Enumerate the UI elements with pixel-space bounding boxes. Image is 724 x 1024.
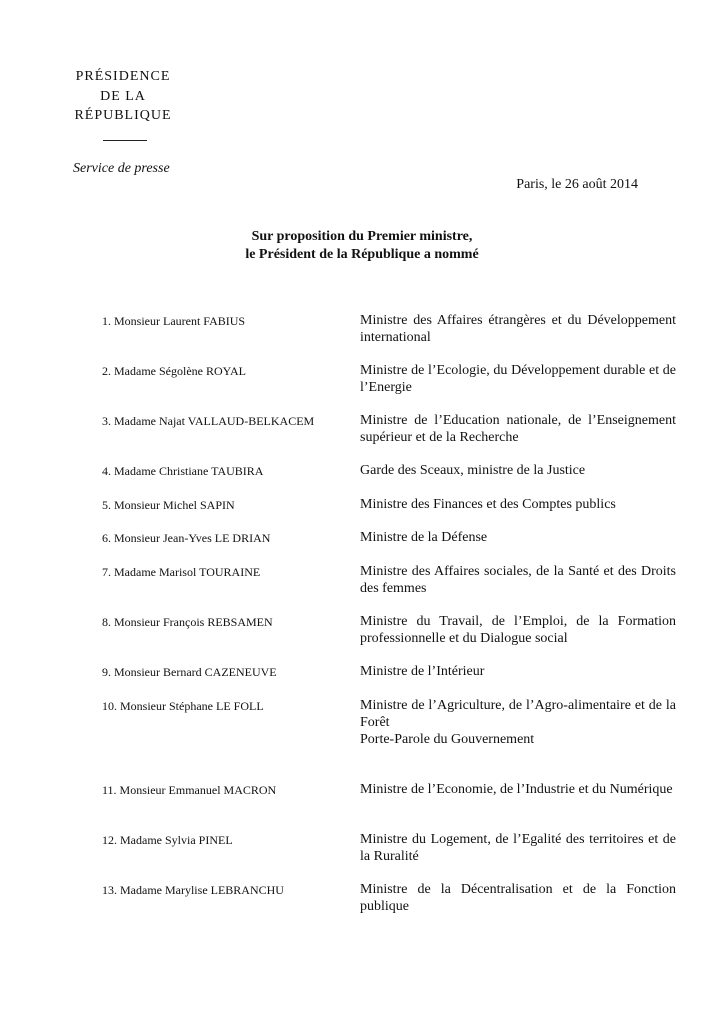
list-item — [102, 412, 676, 462]
letterhead-line-1: PRÉSIDENCE — [75, 69, 171, 84]
letterhead — [58, 67, 188, 126]
list-item — [102, 881, 676, 921]
list-item — [102, 496, 676, 529]
appointee-additional-role: Porte-Parole du Gouvernement — [360, 732, 535, 747]
appointee-role: Ministre du Logement, de l’Egalité des territoires et de la Ruralité — [360, 832, 676, 864]
appointee-name: 7. Madame Marisol TOURAINE — [102, 565, 261, 579]
list-item — [102, 362, 676, 412]
list-item — [102, 697, 676, 781]
appointee-name: 5. Monsieur Michel SAPIN — [102, 498, 235, 512]
appointee-role: Ministre de la Défense — [360, 530, 488, 545]
letterhead-line-2: DE LA — [100, 88, 146, 104]
list-item — [102, 663, 676, 697]
document-date: Paris, le 26 août 2014 — [516, 177, 638, 192]
appointee-role: Ministre de l’Education nationale, de l’Enseignement supérieur et de la Recherche — [360, 413, 676, 445]
appointee-name: 13. Madame Marylise LEBRANCHU — [102, 883, 284, 897]
appointee-name: 4. Madame Christiane TAUBIRA — [102, 464, 264, 478]
list-item — [102, 563, 676, 613]
appointee-name: 8. Monsieur François REBSAMEN — [102, 615, 273, 629]
list-item — [102, 613, 676, 663]
appointee-role: Ministre des Affaires sociales, de la Santé et des Droits des femmes — [360, 564, 676, 596]
appointee-role: Ministre de l’Agriculture, de l’Agro-alimentaire et de la Forêt — [360, 698, 676, 730]
appointee-role: Ministre de l’Intérieur — [360, 664, 485, 679]
appointee-role: Ministre de l’Ecologie, du Développement durable et de l’Energie — [360, 363, 676, 395]
appointee-name: 1. Monsieur Laurent FABIUS — [102, 314, 246, 328]
list-item — [102, 462, 676, 496]
list-item — [102, 529, 676, 563]
document-title — [130, 228, 594, 264]
letterhead-line-3: RÉPUBLIQUE — [74, 108, 172, 123]
title-line-1: Sur proposition du Premier ministre, — [251, 229, 473, 244]
appointee-name: 12. Madame Sylvia PINEL — [102, 833, 233, 847]
appointee-name: 3. Madame Najat VALLAUD-BELKACEM — [102, 414, 315, 428]
list-item — [102, 312, 676, 362]
appointee-role-group — [360, 697, 676, 781]
list-item — [102, 781, 676, 831]
title-line-2: le Président de la République a nommé — [245, 247, 479, 262]
appointee-role: Garde des Sceaux, ministre de la Justice — [360, 463, 586, 478]
appointments-list — [102, 312, 676, 921]
appointee-role: Ministre des Affaires étrangères et du Développement international — [360, 313, 676, 345]
appointee-name: 2. Madame Ségolène ROYAL — [102, 364, 246, 378]
appointee-role: Ministre de l’Economie, de l’Industrie et du Numérique — [360, 782, 673, 797]
letterhead-divider — [103, 140, 147, 141]
appointee-role: Ministre du Travail, de l’Emploi, de la Formation professionnelle et du Dialogue social — [360, 614, 676, 646]
appointee-name: 10. Monsieur Stéphane LE FOLL — [102, 699, 264, 713]
appointee-name: 11. Monsieur Emmanuel MACRON — [102, 783, 277, 797]
appointee-name: 6. Monsieur Jean-Yves LE DRIAN — [102, 531, 271, 545]
press-service-label: Service de presse — [73, 161, 170, 176]
appointee-role: Ministre de la Décentralisation et de la Fonction publique — [360, 882, 676, 914]
list-item — [102, 831, 676, 881]
appointee-name: 9. Monsieur Bernard CAZENEUVE — [102, 665, 277, 679]
appointee-role: Ministre des Finances et des Comptes publics — [360, 497, 616, 512]
